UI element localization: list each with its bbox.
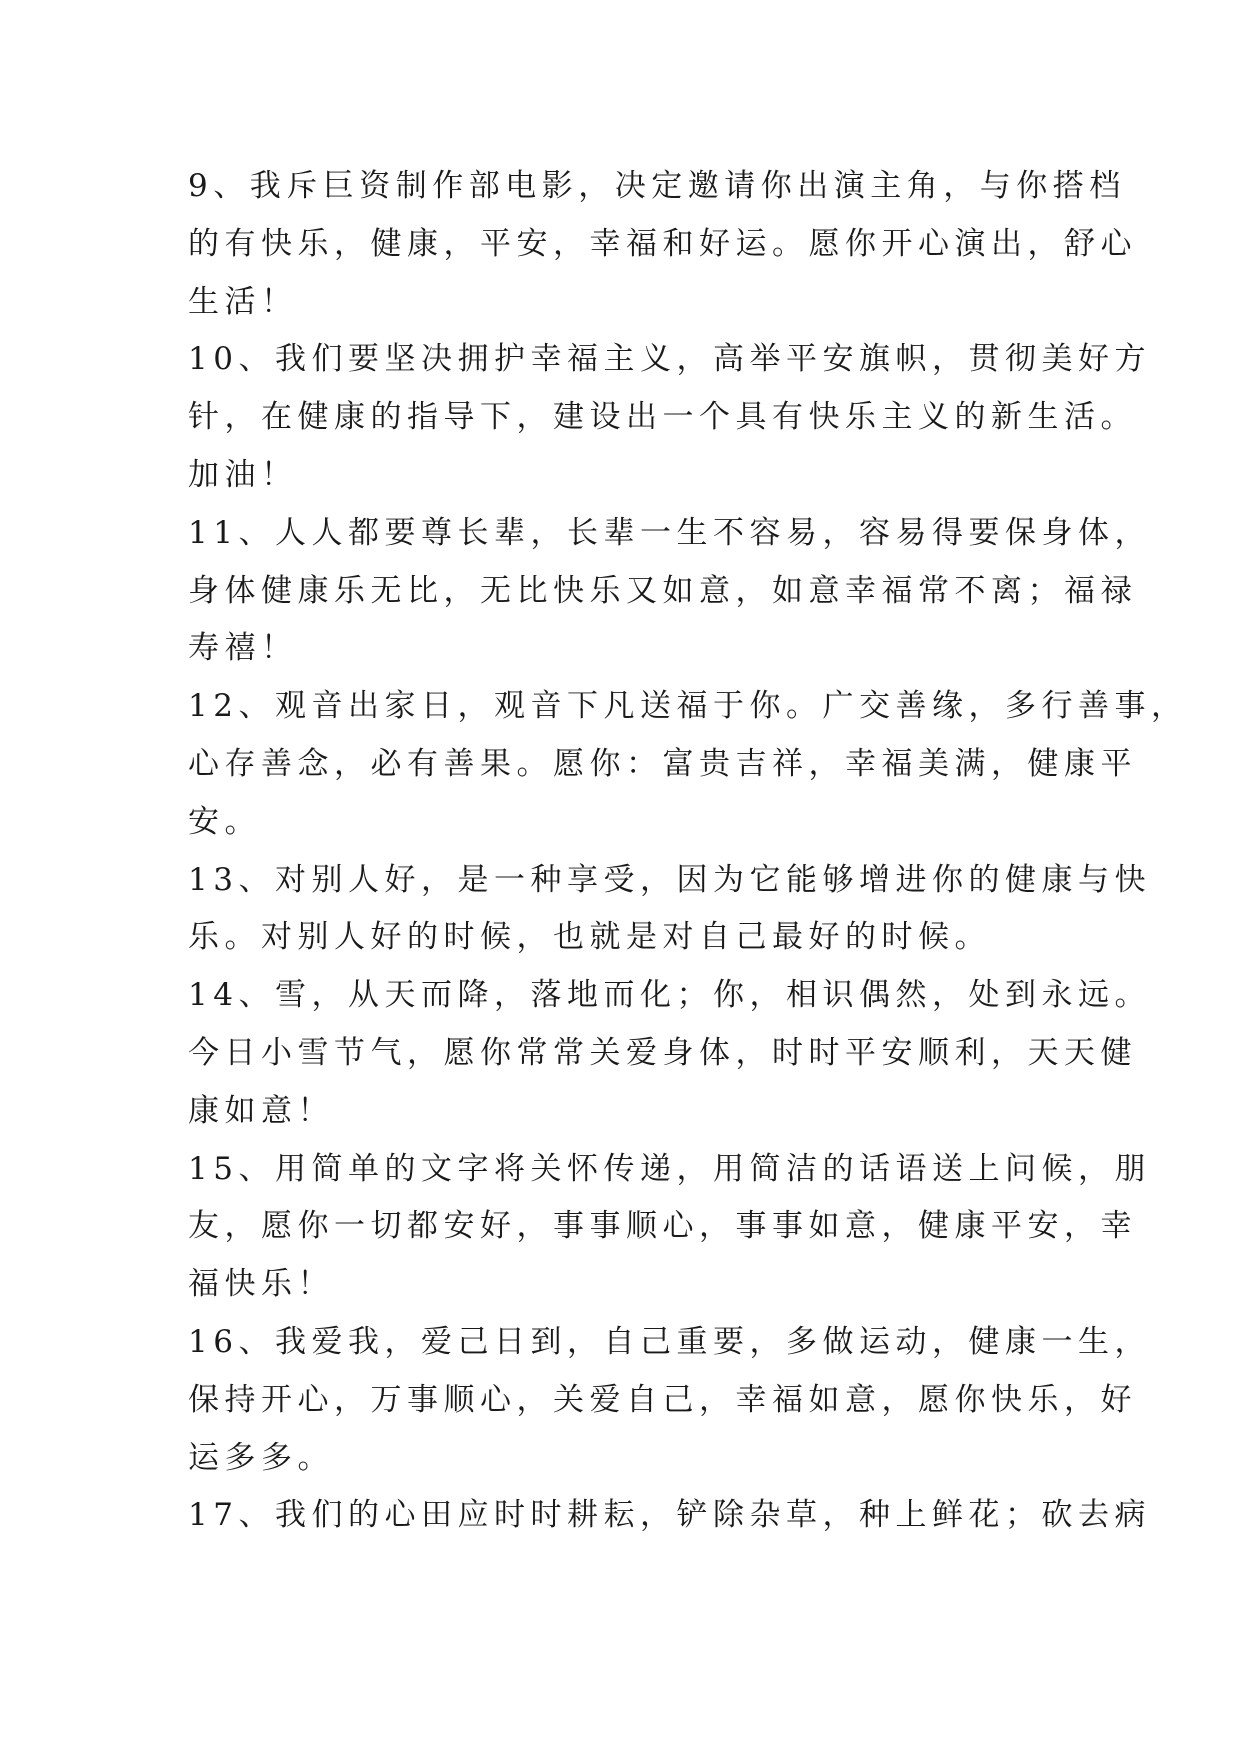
paragraph-line: 友，愿你一切都安好，事事顺心，事事如意，健康平安，幸: [188, 1208, 1137, 1245]
paragraph-line: 15、用简单的文字将关怀传递，用简洁的话语送上问候，朋: [188, 1150, 1151, 1187]
paragraph-line: 身体健康乐无比，无比快乐又如意，如意幸福常不离；福禄: [188, 572, 1137, 609]
paragraph-line: 生活！: [188, 283, 298, 320]
document-body: [188, 158, 1188, 1545]
paragraph-11: [188, 505, 1151, 678]
paragraph-line: 的有快乐，健康，平安，幸福和好运。愿你开心演出，舒心: [188, 225, 1137, 262]
paragraph-line: 13、对别人好，是一种享受，因为它能够增进你的健康与快: [188, 861, 1151, 898]
paragraph-line: 福快乐！: [188, 1266, 334, 1303]
paragraph-line: 安。: [188, 803, 261, 840]
paragraph-line: 乐。对别人好的时候，也就是对自己最好的时候。: [188, 919, 991, 956]
paragraph-line: 保持开心，万事顺心，关爱自己，幸福如意，愿你快乐，好: [188, 1381, 1137, 1418]
paragraph-line: 康如意！: [188, 1092, 334, 1129]
paragraph-line: 12、观音出家日，观音下凡送福于你。广交善缘，多行善事，: [188, 688, 1188, 725]
paragraph-line: 运多多。: [188, 1439, 334, 1476]
paragraph-line: 11、人人都要尊长辈，长辈一生不容易，容易得要保身体，: [188, 514, 1151, 551]
paragraph-9: [188, 158, 1137, 331]
paragraph-line: 针，在健康的指导下，建设出一个具有快乐主义的新生活。: [188, 399, 1137, 436]
paragraph-16: [188, 1314, 1151, 1487]
paragraph-13: [188, 852, 1151, 968]
paragraph-line: 14、雪，从天而降，落地而化；你，相识偶然，处到永远。: [188, 977, 1151, 1014]
paragraph-10: [188, 331, 1151, 504]
paragraph-15: [188, 1141, 1151, 1314]
paragraph-line: 9、我斥巨资制作部电影，决定邀请你出演主角，与你搭档: [188, 168, 1126, 204]
paragraph-line: 10、我们要坚决拥护幸福主义，高举平安旗帜，贯彻美好方: [188, 341, 1151, 378]
paragraph-12: [188, 678, 1188, 851]
paragraph-line: 16、我爱我，爱己日到，自己重要，多做运动，健康一生，: [188, 1323, 1151, 1360]
paragraph-line: 加油！: [188, 456, 298, 493]
paragraph-14: [188, 967, 1151, 1140]
paragraph-line: 心存善念，必有善果。愿你：富贵吉祥，幸福美满，健康平: [188, 745, 1137, 782]
paragraph-17: [188, 1487, 1151, 1545]
paragraph-line: 17、我们的心田应时时耕耘，铲除杂草，种上鲜花；砍去病: [188, 1497, 1151, 1534]
paragraph-line: 寿禧！: [188, 630, 298, 667]
paragraph-line: 今日小雪节气，愿你常常关爱身体，时时平安顺利，天天健: [188, 1034, 1137, 1071]
